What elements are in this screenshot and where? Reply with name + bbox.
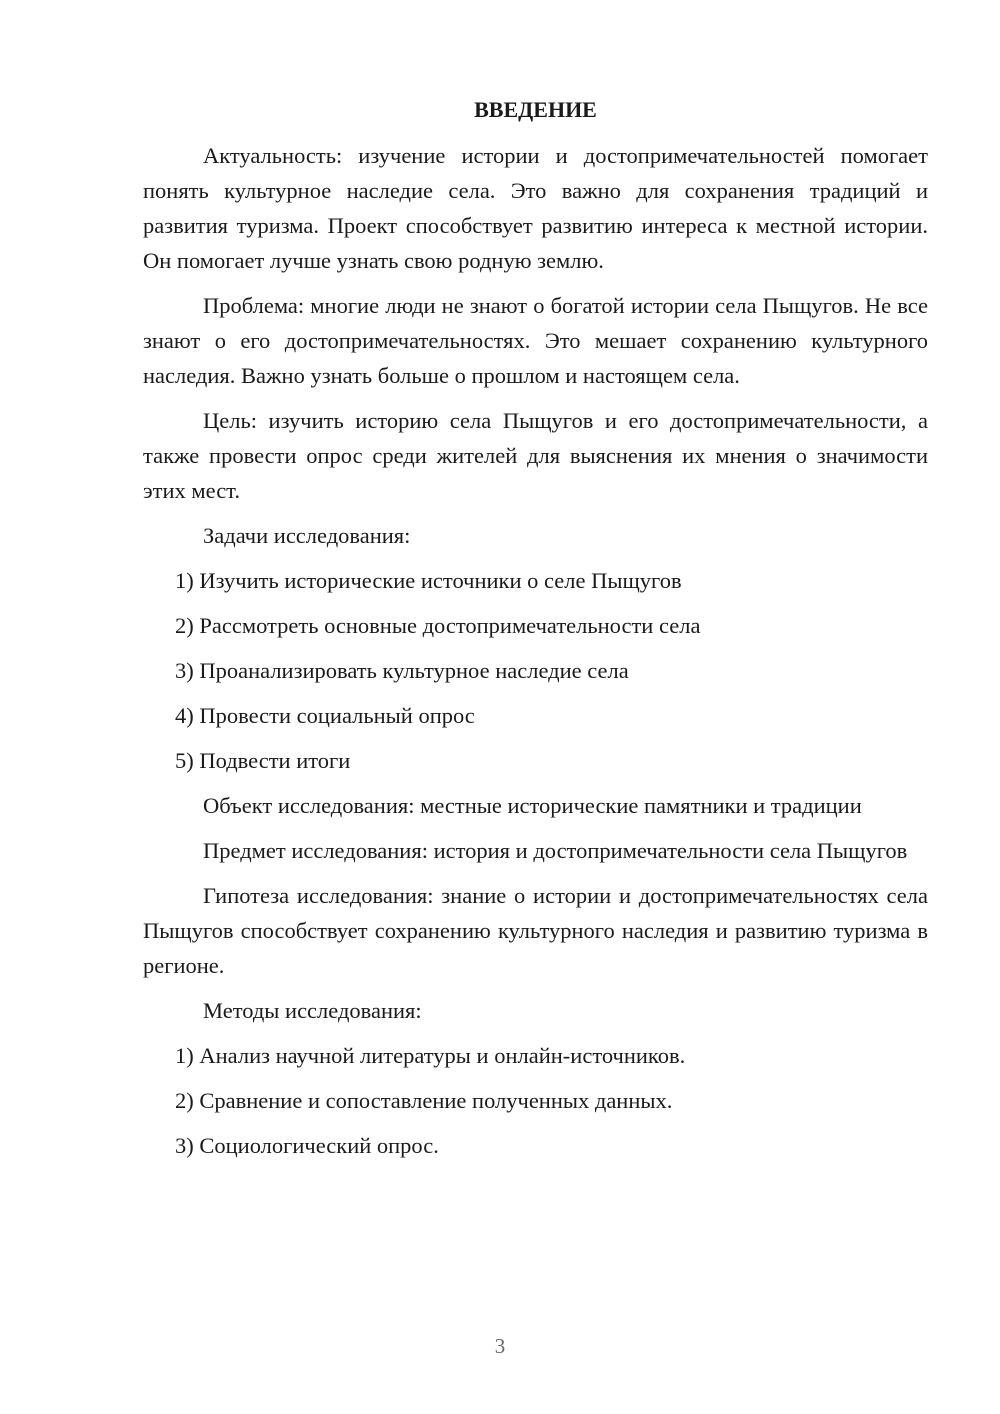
section-heading: ВВЕДЕНИЕ [474,97,597,122]
task-item: 1) Изучить исторические источники о селе Пыщугов [175,568,682,593]
methods-list [143,1038,928,1163]
page-number: 3 [494,1334,506,1358]
hypothesis-paragraph: Гипотеза исследования: знание о истории и достопримечательностях села Пыщугов способствует сохранению культурного наследия и развитию туризма в регионе. [143,883,928,978]
task-item: 4) Провести социальный опрос [175,703,475,728]
methods-label: Методы исследования: [203,998,422,1023]
object-paragraph: Объект исследования: местные исторические памятники и традиции [203,793,862,818]
task-item: 5) Подвести итоги [175,748,351,773]
page-content [143,96,928,1173]
task-item: 3) Проанализировать культурное наследие села [175,658,629,683]
relevance-paragraph: Актуальность: изучение истории и достопримечательностей помогает понять культурное наследие села. Это важно для сохранения традиций и развития туризма. Проект способствует развитию интереса к местной истории. Он помогает лучше узнать свою родную землю. [143,143,928,273]
method-item: 2) Сравнение и сопоставление полученных данных. [175,1088,673,1113]
task-item: 2) Рассмотреть основные достопримечательности села [175,613,701,638]
method-item: 3) Социологический опрос. [175,1133,439,1158]
problem-paragraph: Проблема: многие люди не знают о богатой истории села Пыщугов. Не все знают о его достопримечательностях. Это мешает сохранению культурного наследия. Важно узнать больше о прошлом и настоящем села. [143,293,928,388]
goal-paragraph: Цель: изучить историю села Пыщугов и его достопримечательности, а также провести опрос среди жителей для выяснения их мнения о значимости этих мест. [143,408,928,503]
tasks-list [143,563,928,778]
subject-paragraph: Предмет исследования: история и достопримечательности села Пыщугов [203,838,908,863]
tasks-label: Задачи исследования: [203,523,411,548]
method-item: 1) Анализ научной литературы и онлайн-источников. [175,1043,686,1068]
